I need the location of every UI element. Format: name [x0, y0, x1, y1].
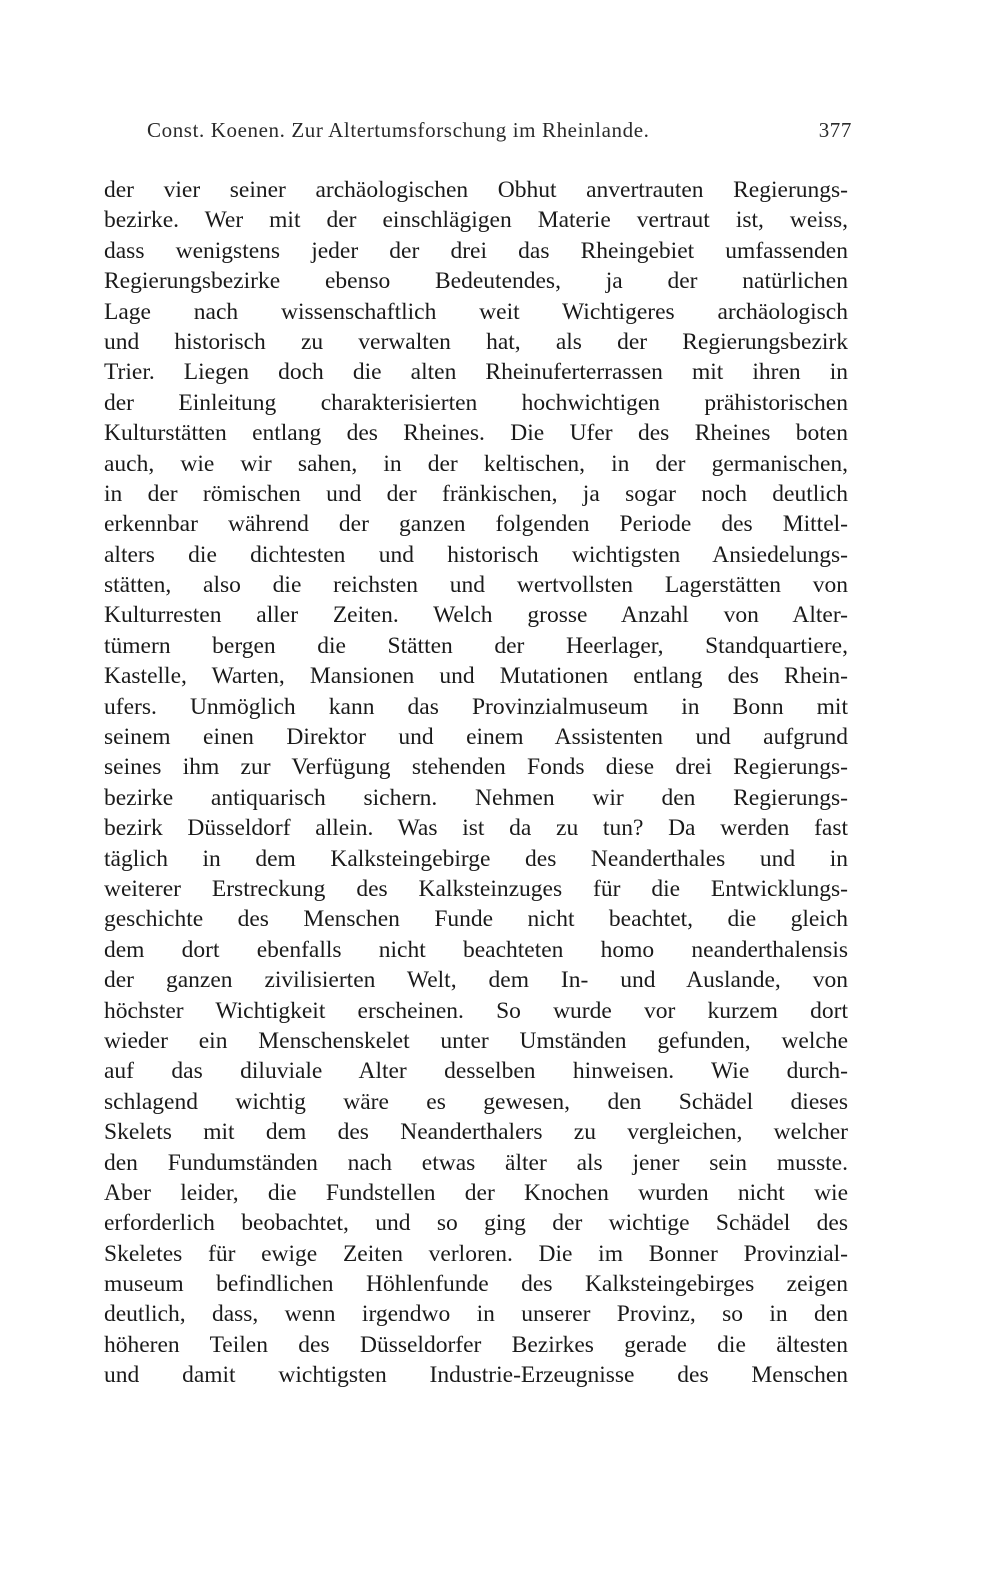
text-line: den Fundumständen nach etwas älter als jener sein musste. — [104, 1149, 848, 1176]
body-text — [104, 175, 848, 1391]
text-line: museum befindlichen Höhlenfunde des Kalksteingebirges zeigen — [104, 1271, 848, 1298]
text-line: Regierungsbezirke ebenso Bedeutendes, ja der natürlichen — [104, 268, 848, 295]
text-line: alters die dichtesten und historisch wichtigsten Ansiedelungs- — [104, 541, 848, 568]
text-line: Kulturresten aller Zeiten. Welch grosse Anzahl von Alter- — [104, 602, 848, 629]
text-line: Skelets mit dem des Neanderthalers zu vergleichen, welcher — [104, 1119, 848, 1146]
page-header — [147, 118, 852, 148]
text-line: der vier seiner archäologischen Obhut anvertrauten Regierungs- — [104, 177, 848, 203]
text-line: Kulturstätten entlang des Rheines. Die Ufer des Rheines boten — [104, 420, 848, 447]
text-line: seinem einen Direktor und einem Assistenten und aufgrund — [104, 724, 848, 751]
text-line: Kastelle, Warten, Mansionen und Mutationen entlang des Rhein- — [104, 663, 848, 690]
text-line: erkennbar während der ganzen folgenden Periode des Mittel- — [104, 511, 848, 538]
text-line: bezirk Düsseldorf allein. Was ist da zu tun? Da werden fast — [104, 815, 848, 842]
text-line: täglich in dem Kalksteingebirge des Neanderthales und in — [104, 845, 848, 872]
text-line: der Einleitung charakterisierten hochwichtigen prähistorischen — [104, 389, 848, 416]
text-line: deutlich, dass, wenn irgendwo in unserer Provinz, so in den — [104, 1301, 848, 1328]
text-line: schlagend wichtig wäre es gewesen, den Schädel dieses — [104, 1088, 848, 1115]
text-line: stätten, also die reichsten und wertvollsten Lagerstätten von — [104, 572, 848, 599]
text-line: seines ihm zur Verfügung stehenden Fonds diese drei Regierungs- — [104, 754, 848, 781]
text-line: der ganzen zivilisierten Welt, dem In- und Auslande, von — [104, 967, 848, 994]
text-line: Trier. Liegen doch die alten Rheinuferterrassen mit ihren in — [104, 359, 848, 386]
text-line: Skeletes für ewige Zeiten verloren. Die im Bonner Provinzial- — [104, 1240, 848, 1267]
text-line: und historisch zu verwalten hat, als der Regierungsbezirk — [104, 328, 848, 355]
text-line: Lage nach wissenschaftlich weit Wichtigeres archäologisch — [104, 298, 848, 325]
text-line: auch, wie wir sahen, in der keltischen, in der germanischen, — [104, 450, 848, 477]
text-line: ufers. Unmöglich kann das Provinzialmuseum in Bonn mit — [104, 693, 848, 720]
text-line: in der römischen und der fränkischen, ja sogar noch deutlich — [104, 480, 848, 507]
text-line: und damit wichtigsten Industrie-Erzeugnisse des Menschen — [104, 1362, 848, 1389]
page-number: 377 — [818, 118, 852, 142]
text-line: weiterer Erstreckung des Kalksteinzuges für die Entwicklungs- — [104, 875, 848, 902]
text-line: bezirke antiquarisch sichern. Nehmen wir den Regierungs- — [104, 784, 848, 811]
text-line: Aber leider, die Fundstellen der Knochen wurden nicht wie — [104, 1179, 848, 1206]
text-line: dem dort ebenfalls nicht beachteten homo neanderthalensis — [104, 936, 848, 963]
text-line: geschichte des Menschen Funde nicht beachtet, die gleich — [104, 906, 848, 933]
text-line: wieder ein Menschenskelet unter Umständen gefunden, welche — [104, 1027, 848, 1054]
text-line: dass wenigstens jeder der drei das Rheingebiet umfassenden — [104, 237, 848, 264]
text-line: höchster Wichtigkeit erscheinen. So wurde vor kurzem dort — [104, 997, 848, 1024]
running-title: Const. Koenen. Zur Altertumsforschung im Rheinlande. — [147, 118, 650, 142]
text-line: auf das diluviale Alter desselben hinweisen. Wie durch- — [104, 1058, 848, 1085]
text-line: höheren Teilen des Düsseldorfer Bezirkes gerade die ältesten — [104, 1331, 848, 1358]
text-line: erforderlich beobachtet, und so ging der wichtige Schädel des — [104, 1210, 848, 1237]
text-line: tümern bergen die Stätten der Heerlager, Standquartiere, — [104, 632, 848, 659]
text-line: bezirke. Wer mit der einschlägigen Materie vertraut ist, weiss, — [104, 207, 848, 234]
